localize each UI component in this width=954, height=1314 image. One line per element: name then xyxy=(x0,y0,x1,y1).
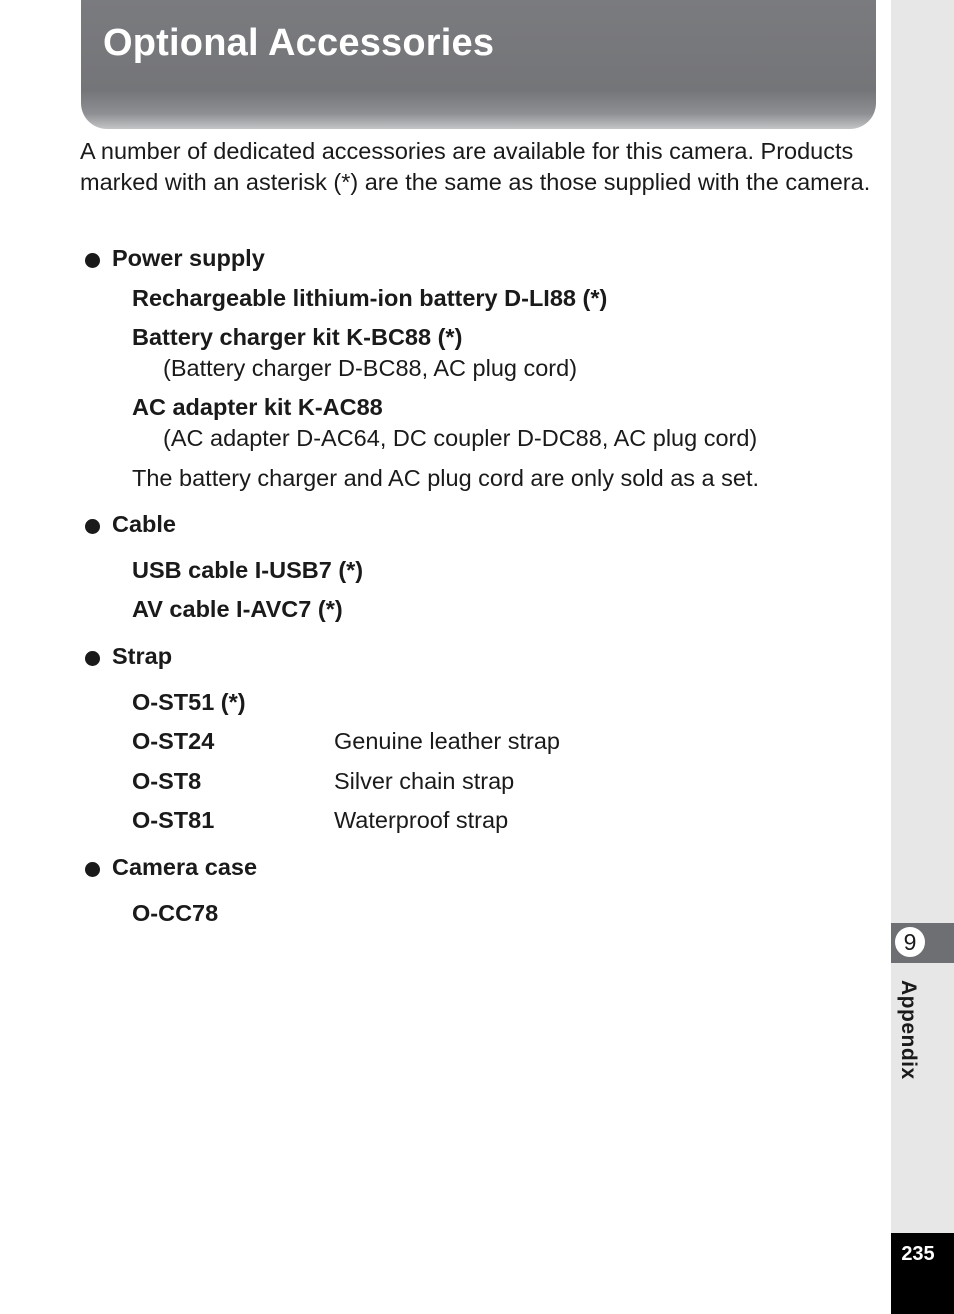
accessory-name: O-CC78 xyxy=(132,900,219,926)
accessory-description: Silver chain strap xyxy=(334,768,515,794)
accessory-name: USB cable I-USB7 (*) xyxy=(132,557,364,583)
accessory-name: O-ST8 xyxy=(132,768,202,794)
accessory-detail: (Battery charger D-BC88, AC plug cord) xyxy=(163,355,578,381)
bullet-icon xyxy=(85,519,100,534)
accessory-name: Rechargeable lithium-ion battery D-LI88 (*) xyxy=(132,285,608,311)
section-heading: Power supply xyxy=(112,245,265,271)
bullet-icon xyxy=(85,253,100,268)
accessory-name: O-ST51 (*) xyxy=(132,689,246,715)
accessory-name: AC adapter kit K-AC88 xyxy=(132,394,383,420)
section-heading: Strap xyxy=(112,643,173,669)
section-heading: Cable xyxy=(112,511,176,537)
accessory-detail: (AC adapter D-AC64, DC coupler D-DC88, AC plug cord) xyxy=(163,425,758,451)
sidebar-band xyxy=(891,0,954,1314)
page-title: Optional Accessories xyxy=(103,22,495,64)
bullet-icon xyxy=(85,862,100,877)
chapter-number: 9 xyxy=(894,926,926,958)
chapter-label: Appendix xyxy=(897,980,920,1080)
bullet-icon xyxy=(85,651,100,666)
accessory-name: O-ST81 xyxy=(132,807,215,833)
accessory-name: Battery charger kit K-BC88 (*) xyxy=(132,324,463,350)
section-heading: Camera case xyxy=(112,854,258,880)
accessory-name: O-ST24 xyxy=(132,728,215,754)
accessory-description: Waterproof strap xyxy=(334,807,509,833)
section-note: The battery charger and AC plug cord are only sold as a set. xyxy=(132,465,760,491)
page-number: 235 xyxy=(901,1243,935,1265)
accessory-description: Genuine leather strap xyxy=(334,728,561,754)
accessory-name: AV cable I-AVC7 (*) xyxy=(132,596,343,622)
intro-paragraph: A number of dedicated accessories are available for this camera. Products marked with an asterisk (*) are the same as those supplied with the camera. xyxy=(80,138,871,195)
